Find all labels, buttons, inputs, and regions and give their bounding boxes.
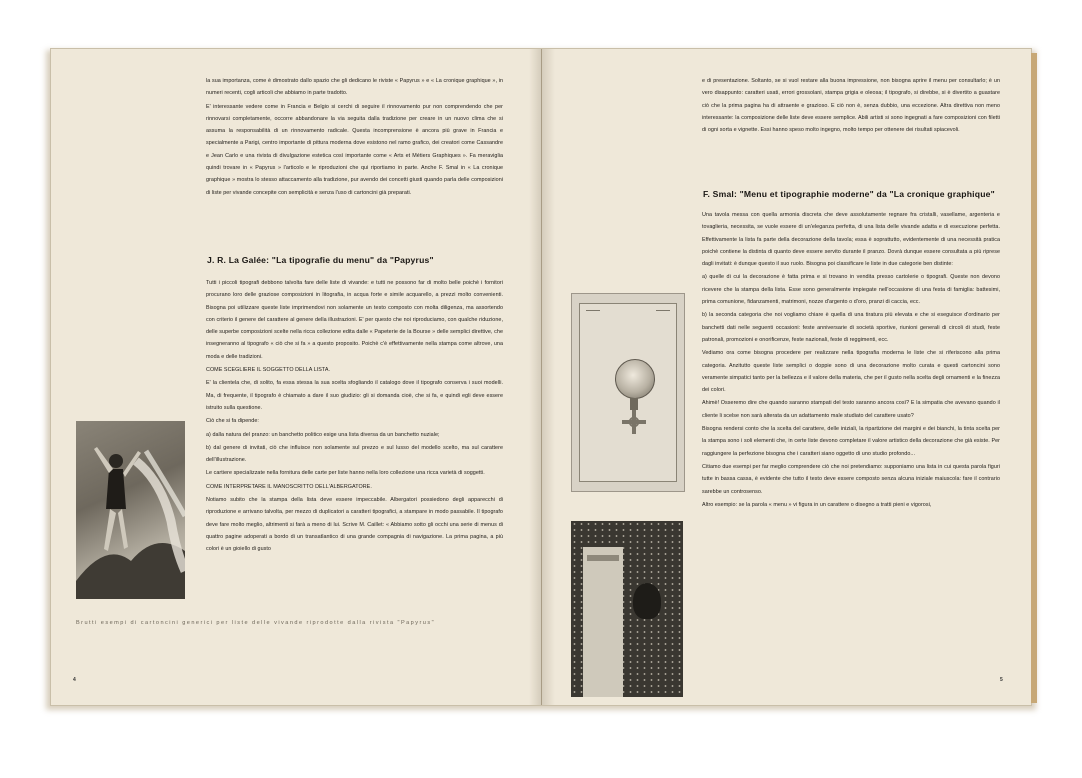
menu-card-frame <box>579 303 677 482</box>
paragraph: e di presentazione. Soltanto, se si vuol restare alla buona impressione, non bisogna aprire il menu per consultarlo; è un vero disappunto: caratteri usati, errori grossolani, stampa grigia e oleosa; il tipografo, si direbbe, si è divertito a guastare ciò che la prima pagina ha di attraente e grazioso. E ciò non è, senza dubbio, una eccezione. Altra direttiva non meno interessante: la composizione delle liste deve essere semplice. Abili artisti si sono ingegnati a fare composizioni con filetti di ogni sorta e vignette. Essi hanno speso molto ingegno, molto tempo per ottenere dei risultati spiacevoli. <box>702 78 1000 134</box>
right-article-text <box>702 209 1000 512</box>
page-number-left: 4 <box>73 677 76 683</box>
corner-ornament <box>656 310 670 321</box>
swimmer-illustration <box>76 421 185 599</box>
paragraph: a) quelle di cui la decorazione è fatta prima e si trovano in vendita presso cartolerie o tipografi. Queste non devono ricevere che la stampa della lista. Esse sono generalmente impiegate nell'occasione di una festa di famiglia: battesimi, prima comunione, fidanzamenti, matrimoni, nozze d'argento o d'oro, pranzi di caccia, ecc. <box>702 274 1000 306</box>
paragraph: Ahimè! Osseremo dire che quando saranno stampati del testo saranno ancora così? E la simpatia che avevano quando il cliente li scelse non sarà alterata da un adattamento male studiato del carattere usato? <box>702 400 1000 419</box>
left-page <box>51 49 542 705</box>
bird-silhouette-icon <box>633 583 661 619</box>
right-article-heading: F. Smal: "Menu et tipographie moderne" da "La cronique graphique" <box>703 189 995 199</box>
medal-cross-icon <box>622 410 646 434</box>
paragraph: Tutti i piccoli tipografi debbono talvolta fare delle liste di vivande: e tutti ne possono far di molto belle poichè i fornitori procurano loro delle graziose composizioni in litografia, in acqua forte e simile acquarello, a prezzi molto convenienti. Bisogna poi utilizzare queste liste imprimendovi non solamente un testo composto con molta diligenza, ma assortendo con criterio il genere del carattere al genere della illustrazioni. E' per questo che noi riproduciamo, con qualche riduzione, delle superbe composizioni scelte nella ricca collezione edita dalle « Papeterie de la Bourse » delle semplici direttive, che insegneranno al tipografo « ciò che si fa » a questo proposito. Poichè c'è effettivamente nella stampa come altrove, una moda e delle tradizioni. <box>206 280 503 360</box>
ribbon-icon <box>630 398 638 410</box>
paragraph: la sua importanza, come è dimostrato dallo spazio che gli dedicano le riviste « Papyrus » e « La cronique graphique », in numeri recenti, cogli articoli che abbiamo in parte tradotto. <box>206 78 503 97</box>
swimmer-drawing <box>76 421 185 599</box>
section-heading: COME INTERPRETARE IL MANOSCRITTO DELL'ALBERGATORE. <box>206 483 372 490</box>
medallion-icon <box>615 359 655 399</box>
paragraph: a) dalla natura del pranzo: un banchetto politico esige una lista diversa da un banchetto nuziale; <box>206 431 440 438</box>
paragraph: Vediamo ora come bisogna procedere per realizzare nella tipografia moderna le liste che si riferiscono alla prima categoria. Anzitutto queste liste semplici o doppie sono di una decorazione molto curata e questi cartoncini sono veramente simpatici tanto per la bellezza e il valore della materia, che per il gusto nella scelta degli ornamenti e la finezza dei colori. <box>702 350 1000 394</box>
page-edge <box>1031 53 1037 703</box>
paragraph: b) dal genere di invitati, ciò che influisce non solamente sul prezzo e sul lusso del modello scelto, ma sul carattere dell'illustrazione. <box>206 444 503 464</box>
paragraph: Bisogna rendersi conto che la scelta del carattere, delle iniziali, la ripartizione dei margini e dei bianchi, la tinta scelta per la stampa sono i soli elementi che, in certe liste devono completare il valore artistico della decorazione che già esiste. Per raggiungere la perfezione bisogna che i caratteri siano oggetto di uno studio profondo... <box>702 426 1000 457</box>
figure-caption: Brutti esempi di cartoncini generici per liste delle vivande riprodotte dalla rivista "Papyrus" <box>76 620 436 626</box>
paragraph: Le cartiere specializzate nella fornitura delle carte per liste hanno nella loro collezione una ricca varietà di soggetti. <box>206 470 485 477</box>
left-article-text <box>206 277 503 557</box>
menu-card-illustration <box>571 293 685 492</box>
left-article-heading: J. R. La Galée: "La tipografie du menu" da "Papyrus" <box>207 255 434 265</box>
magazine-spread <box>50 48 1032 706</box>
paragraph: b) la seconda categoria che noi vogliamo chiare è quella di una tiratura più elevata e che si eseguisce d'ordinario per banchetti dati nelle seguenti occasioni: feste anniversarie di società sportive, riunioni generali di circoli di studi, feste patronali, promozioni e onorificenze, feste nazionali, feste di reggimenti, ecc. <box>702 312 1000 343</box>
section-heading: COME SCEGLIERE IL SOGGETTO DELLA LISTA. <box>206 367 331 374</box>
paragraph: E' la clientela che, di solito, fa essa stessa la sua scelta sfogliando il catalogo dove il tipografo conserva i suoi modelli. Ma, di frequente, il tipografo è chiamato a dare il suo giudizio: gli si domanda cioè, che si fa, e quindi egli deve essere istruito sulla questione. <box>206 380 503 411</box>
paragraph: Notiamo subito che la stampa della lista deve essere impeccabile. Albergatori possiedono degli apparecchi di riproduzione e arrivano talvolta, per mezzo di duplicatori a caratteri tipografici, a stampare in modo passabile. Il tipografo deve fare molto meglio, altrimenti si farà a meno di lui. Scrive M. Caillet: « Abbiamo sotto gli occhi una serie di menus di quattro pagine adoperati a bordo di un transatlantico di una grande compagnia di navigazione. La prima pagina, a più colori è un gioiello di gusto <box>206 497 503 553</box>
paragraph: Citiamo due esempi per far meglio comprendere ciò che noi pretendiamo: supponiamo una lista in cui questa parola figuri tutte in bassa cassa, è evidente che tutto il testo deve essere composto senza alcuna iniziale maiuscola: fare il contrario sarebbe un controsenso. <box>702 463 1000 495</box>
page-number-right: 5 <box>1000 677 1003 683</box>
left-intro-text <box>206 75 503 200</box>
paragraph: E' interessante vedere come in Francia e Belgio si cerchi di seguire il rinnovamento pur non comprendendo che per rinnovarsi completamente, occorre abbandonare la via seguita dalla tradizione per creare in un nuovo clima che si assuma la responsabilità di un rinnovamento radicale. Questa incomprensione è ancora più grave in Francia e specialmente a Parigi, centro importante di pittura moderna dove esistono nel ramo grafico, dei creatori come Cassandre e Jean Carlo e una rivista di divulgazione estetica così importante come « Arts et Métiers Graphiques ». Fa meraviglia quindi trovare in « Papyrus » l'articolo e le riproduzioni che qui riportiamo in parte. Anche F. Smal in « La cronique graphique » mostra lo stesso attaccamento alla tradizione, pur avendo dei concetti giusti quando parla delle composizioni di liste per vivande concepite con semplicità e senza l'uso di cartoncini già preparati. <box>206 103 503 196</box>
corner-ornament <box>586 310 600 321</box>
tower-shape <box>583 547 623 697</box>
night-tower-illustration <box>571 521 683 697</box>
paragraph: Una tavola messa con quella armonia discreta che deve assolutamente regnare fra cristalli, vasellame, argenteria e tovaglieria, necessita, se vuole essere di un'eleganza perfetta, di una lista delle vivande adatta e di esecuzione perfetta. Effettivamente la lista fa parte della decorazione della tavola; essa è soprattutto, evidentemente di una necessità pratica poichè contiene la distinta di quanto deve essere servito durante il pranzo. Dovrà dunque essere consultata a più riprese dagli invitati: è dunque questo il suo ruolo. Bisogna poi classificare le liste in due categorie ben distinte: <box>702 212 1000 268</box>
paragraph: Ciò che si fa dipende: <box>206 418 259 425</box>
paragraph: Altro esempio: se la parola « menu » vi figura in un carattere o disegno a tratti pieni e vigorosi, <box>702 501 932 508</box>
right-intro-text <box>702 75 1000 137</box>
